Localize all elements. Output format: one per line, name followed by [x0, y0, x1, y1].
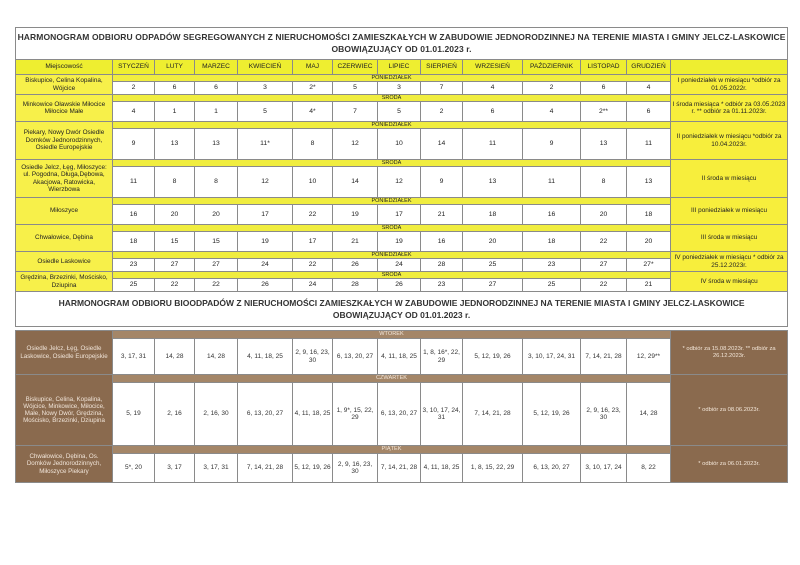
month-header: LIPIEC — [378, 60, 421, 75]
date-cell: 25 — [113, 279, 155, 292]
weekday-label: PONIEDZIAŁEK — [113, 198, 671, 205]
bio-date-cell: 7, 14, 21, 28 — [463, 383, 523, 446]
date-cell: 27 — [581, 259, 627, 272]
bio-date-cell: 5, 19 — [113, 383, 155, 446]
date-cell: 12 — [333, 129, 378, 160]
date-cell: 9 — [523, 129, 581, 160]
note-cell: II środa w miesiącu — [671, 160, 788, 198]
weekday-label: ŚRODA — [113, 272, 671, 279]
bio-date-cell: 1, 8, 16*, 22, 29 — [421, 339, 463, 375]
day-row — [16, 252, 788, 259]
month-header: KWIECIEŃ — [238, 60, 293, 75]
date-cell: 5 — [333, 82, 378, 95]
bio-date-cell: 3, 10, 17, 24, 31 — [523, 339, 581, 375]
header-row — [16, 60, 788, 75]
page-title — [16, 28, 788, 60]
date-cell: 13 — [195, 129, 238, 160]
date-cell: 18 — [463, 205, 523, 225]
date-cell: 19 — [333, 205, 378, 225]
weekday-label: ŚRODA — [113, 160, 671, 167]
month-header: WRZESIEŃ — [463, 60, 523, 75]
bio-title — [16, 292, 788, 327]
date-cell: 8 — [581, 167, 627, 198]
bio-date-cell: 6, 13, 20, 27 — [378, 383, 421, 446]
location-cell: Miłoszyce — [16, 198, 113, 225]
day-row — [16, 272, 788, 279]
date-cell: 11 — [627, 129, 671, 160]
date-cell: 18 — [627, 205, 671, 225]
bio-date-cell: 2, 9, 16, 23, 30 — [293, 339, 333, 375]
date-cell: 2 — [113, 82, 155, 95]
bio-date-cell: 7, 14, 21, 28 — [378, 454, 421, 483]
date-cell: 2** — [581, 102, 627, 122]
date-cell: 6 — [155, 82, 195, 95]
month-header: MARZEC — [195, 60, 238, 75]
location-cell: Chwałowice, Dębina — [16, 225, 113, 252]
date-cell: 17 — [293, 232, 333, 252]
date-cell: 16 — [113, 205, 155, 225]
date-cell: 4 — [463, 82, 523, 95]
date-cell: 2 — [523, 82, 581, 95]
bio-date-cell: 3, 17, 31 — [113, 339, 155, 375]
bio-date-cell: 5*, 20 — [113, 454, 155, 483]
date-cell: 13 — [155, 129, 195, 160]
bio-date-cell: 1, 8, 15, 22, 29 — [463, 454, 523, 483]
date-cell: 27 — [463, 279, 523, 292]
title-text: HARMONOGRAM ODBIORU ODPADÓW SEGREGOWANYCH Z NIERUCHOMOŚCI ZAMIESZKAŁYCH W ZABUDOWIE JEDNORODZINNEJ NA TERENIE MIASTA I GMINY JELCZ-LASKOWICE — [17, 31, 786, 42]
date-cell: 16 — [523, 205, 581, 225]
date-cell: 20 — [463, 232, 523, 252]
date-cell: 21 — [333, 232, 378, 252]
weekday-label: ŚRODA — [113, 95, 671, 102]
bio-date-cell: 12, 29** — [627, 339, 671, 375]
date-cell: 6 — [195, 82, 238, 95]
header-note — [671, 60, 788, 75]
date-cell: 28 — [333, 279, 378, 292]
date-cell: 13 — [581, 129, 627, 160]
location-cell: Grędzina, Brzezinki, Mościsko, Dziupina — [16, 272, 113, 292]
date-cell: 23 — [113, 259, 155, 272]
bio-weekday-label: WTOREK — [113, 331, 671, 339]
note-cell: I poniedziałek w miesiącu *odbiór za 01.05.2022r. — [671, 75, 788, 95]
bio-date-cell: 14, 28 — [627, 383, 671, 446]
date-cell: 6 — [627, 102, 671, 122]
day-row — [16, 122, 788, 129]
date-cell: 24 — [378, 259, 421, 272]
date-cell: 1 — [195, 102, 238, 122]
bio-date-cell: 6, 13, 20, 27 — [333, 339, 378, 375]
date-cell: 9 — [113, 129, 155, 160]
note-cell: III środa w miesiącu — [671, 225, 788, 252]
header-location: Miejscowość — [16, 60, 113, 75]
date-cell: 13 — [463, 167, 523, 198]
bio-date-cell: 8, 22 — [627, 454, 671, 483]
date-cell: 24 — [238, 259, 293, 272]
bio-date-cell: 2, 16 — [155, 383, 195, 446]
date-cell: 7 — [333, 102, 378, 122]
date-cell: 4 — [627, 82, 671, 95]
date-cell: 26 — [238, 279, 293, 292]
date-cell: 4 — [113, 102, 155, 122]
bio-note-cell: * odbiór za 15.08.2023r. ** odbiór za 26.12.2023r. — [671, 331, 788, 375]
bio-date-cell: 5, 12, 19, 26 — [523, 383, 581, 446]
date-cell: 22 — [581, 232, 627, 252]
month-header: SIERPIEŃ — [421, 60, 463, 75]
date-cell: 18 — [113, 232, 155, 252]
date-cell: 19 — [238, 232, 293, 252]
bio-day-row — [16, 331, 788, 339]
weekday-label: PONIEDZIAŁEK — [113, 252, 671, 259]
bio-date-cell: 5, 12, 19, 26 — [463, 339, 523, 375]
bio-date-cell: 6, 13, 20, 27 — [523, 454, 581, 483]
date-cell: 2 — [421, 102, 463, 122]
note-cell: I środa miesiąca * odbiór za 03.05.2023 r. ** odbiór za 01.11.2023r. — [671, 95, 788, 122]
location-cell: Biskupice, Celina Kopalina, Wójcice — [16, 75, 113, 95]
date-cell: 22 — [293, 205, 333, 225]
date-cell: 22 — [155, 279, 195, 292]
bio-date-cell: 7, 14, 21, 28 — [581, 339, 627, 375]
bio-title-row — [16, 292, 788, 327]
month-header: LUTY — [155, 60, 195, 75]
month-header: CZERWIEC — [333, 60, 378, 75]
bio-location-cell: Chwałowice, Dębina, Os. Domków Jednorodzinnych, Miłoszyce Piekary — [16, 446, 113, 483]
bio-date-cell: 14, 28 — [155, 339, 195, 375]
day-row — [16, 95, 788, 102]
month-header: LISTOPAD — [581, 60, 627, 75]
date-cell: 13 — [627, 167, 671, 198]
date-cell: 16 — [421, 232, 463, 252]
date-cell: 14 — [421, 129, 463, 160]
date-cell: 19 — [378, 232, 421, 252]
date-cell: 12 — [378, 167, 421, 198]
date-cell: 27* — [627, 259, 671, 272]
note-cell: III poniedziałek w miesiącu — [671, 198, 788, 225]
date-cell: 28 — [421, 259, 463, 272]
date-cell: 24 — [293, 279, 333, 292]
date-cell: 23 — [523, 259, 581, 272]
date-cell: 21 — [627, 279, 671, 292]
date-cell: 9 — [421, 167, 463, 198]
date-cell: 23 — [421, 279, 463, 292]
location-cell: Piekary, Nowy Dwór Osiedle Domków Jednorodzinnych, Osiedle Europejskie — [16, 122, 113, 160]
weekday-label: PONIEDZIAŁEK — [113, 75, 671, 82]
date-cell: 4 — [523, 102, 581, 122]
date-cell: 11 — [463, 129, 523, 160]
bio-date-cell: 3, 17 — [155, 454, 195, 483]
date-cell: 3 — [378, 82, 421, 95]
date-cell: 15 — [195, 232, 238, 252]
date-cell: 11 — [523, 167, 581, 198]
date-cell: 15 — [155, 232, 195, 252]
date-cell: 3 — [238, 82, 293, 95]
date-cell: 11* — [238, 129, 293, 160]
month-header: MAJ — [293, 60, 333, 75]
date-cell: 8 — [195, 167, 238, 198]
bio-date-cell: 1, 9*, 15, 22, 29 — [333, 383, 378, 446]
weekday-label: PONIEDZIAŁEK — [113, 122, 671, 129]
bio-day-row — [16, 375, 788, 383]
bio-date-cell: 14, 28 — [195, 339, 238, 375]
bio-day-row — [16, 446, 788, 454]
bio-subtitle-text: OBOWIĄZUJĄCY OD 01.01.2023 r. — [332, 310, 471, 320]
bio-date-cell: 7, 14, 21, 28 — [238, 454, 293, 483]
bio-date-cell: 4, 11, 18, 25 — [238, 339, 293, 375]
month-header: GRUDZIEŃ — [627, 60, 671, 75]
date-cell: 22 — [195, 279, 238, 292]
bio-note-cell: * odbiór za 08.06.2023r. — [671, 375, 788, 446]
date-cell: 5 — [378, 102, 421, 122]
bio-date-cell: 6, 13, 20, 27 — [238, 383, 293, 446]
bio-note-cell: * odbiór za 06.01.2023r. — [671, 446, 788, 483]
note-cell: II poniedziałek w miesiącu *odbiór za 10.04.2023r. — [671, 122, 788, 160]
bio-date-cell: 3, 17, 31 — [195, 454, 238, 483]
bio-date-cell: 4, 11, 18, 25 — [421, 454, 463, 483]
date-cell: 4* — [293, 102, 333, 122]
bio-location-cell: Osiedle Jelcz, Łęg, Osiedle Laskowice, Osiedle Europejskie — [16, 331, 113, 375]
date-cell: 7 — [421, 82, 463, 95]
date-cell: 6 — [581, 82, 627, 95]
date-cell: 20 — [627, 232, 671, 252]
schedule-table — [15, 27, 788, 483]
date-cell: 17 — [238, 205, 293, 225]
bio-date-cell: 4, 11, 18, 25 — [293, 383, 333, 446]
title-row — [16, 28, 788, 60]
day-row — [16, 160, 788, 167]
location-cell: Minkowice Oławskie Miłocice Miłocice Małe — [16, 95, 113, 122]
date-cell: 1 — [155, 102, 195, 122]
date-cell: 20 — [155, 205, 195, 225]
date-cell: 12 — [238, 167, 293, 198]
date-cell: 18 — [523, 232, 581, 252]
bio-date-cell: 3, 10, 17, 24, 31 — [421, 383, 463, 446]
note-cell: IV środa w miesiącu — [671, 272, 788, 292]
bio-date-cell: 2, 16, 30 — [195, 383, 238, 446]
date-cell: 20 — [581, 205, 627, 225]
bio-date-cell: 4, 11, 18, 25 — [378, 339, 421, 375]
date-cell: 25 — [523, 279, 581, 292]
bio-weekday-label: CZWARTEK — [113, 375, 671, 383]
bio-date-cell: 5, 12, 19, 26 — [293, 454, 333, 483]
date-cell: 2* — [293, 82, 333, 95]
date-cell: 21 — [421, 205, 463, 225]
day-row — [16, 75, 788, 82]
note-cell: IV poniedziałek w miesiącu * odbiór za 25.12.2023r. — [671, 252, 788, 272]
location-cell: Osiedle Jelcz, Łęg, Miłoszyce: ul. Pogodna, Długa,Dębowa, Akacjowa, Ratowicka, Wierzbowa — [16, 160, 113, 198]
date-cell: 8 — [293, 129, 333, 160]
day-row — [16, 198, 788, 205]
date-cell: 27 — [155, 259, 195, 272]
date-cell: 27 — [195, 259, 238, 272]
bio-location-cell: Biskupice, Celina, Kopalina, Wójcice, Minkowice, Miłocice, Małe, Nowy Dwór, Grędzina, Mościsko, Brzezinki, Dziupina — [16, 375, 113, 446]
date-cell: 10 — [378, 129, 421, 160]
date-cell: 5 — [238, 102, 293, 122]
bio-date-cell: 2, 9, 16, 23, 30 — [581, 383, 627, 446]
bio-date-cell: 2, 9, 16, 23, 30 — [333, 454, 378, 483]
date-cell: 8 — [155, 167, 195, 198]
date-cell: 17 — [378, 205, 421, 225]
date-cell: 26 — [333, 259, 378, 272]
date-cell: 26 — [378, 279, 421, 292]
bio-date-cell: 3, 10, 17, 24 — [581, 454, 627, 483]
bio-title-text: HARMONOGRAM ODBIORU BIOODPADÓW Z NIERUCHOMOŚCI ZAMIESZKAŁYCH W ZABUDOWIE JEDNORODZINNEJ NA TERENIE MIASTA I GMINY JELCZ-LASKOWICE — [58, 297, 745, 308]
date-cell: 25 — [463, 259, 523, 272]
date-cell: 22 — [293, 259, 333, 272]
date-cell: 11 — [113, 167, 155, 198]
date-cell: 20 — [195, 205, 238, 225]
subtitle-text: OBOWIĄZUJĄCY OD 01.01.2023 r. — [331, 43, 472, 54]
month-header: PAŹDZIERNIK — [523, 60, 581, 75]
date-cell: 14 — [333, 167, 378, 198]
date-cell: 22 — [581, 279, 627, 292]
schedule-sheet — [15, 27, 787, 483]
day-row — [16, 225, 788, 232]
weekday-label: ŚRODA — [113, 225, 671, 232]
bio-weekday-label: PIĄTEK — [113, 446, 671, 454]
date-cell: 10 — [293, 167, 333, 198]
month-header: STYCZEŃ — [113, 60, 155, 75]
date-cell: 6 — [463, 102, 523, 122]
location-cell: Osiedle Laskowice — [16, 252, 113, 272]
